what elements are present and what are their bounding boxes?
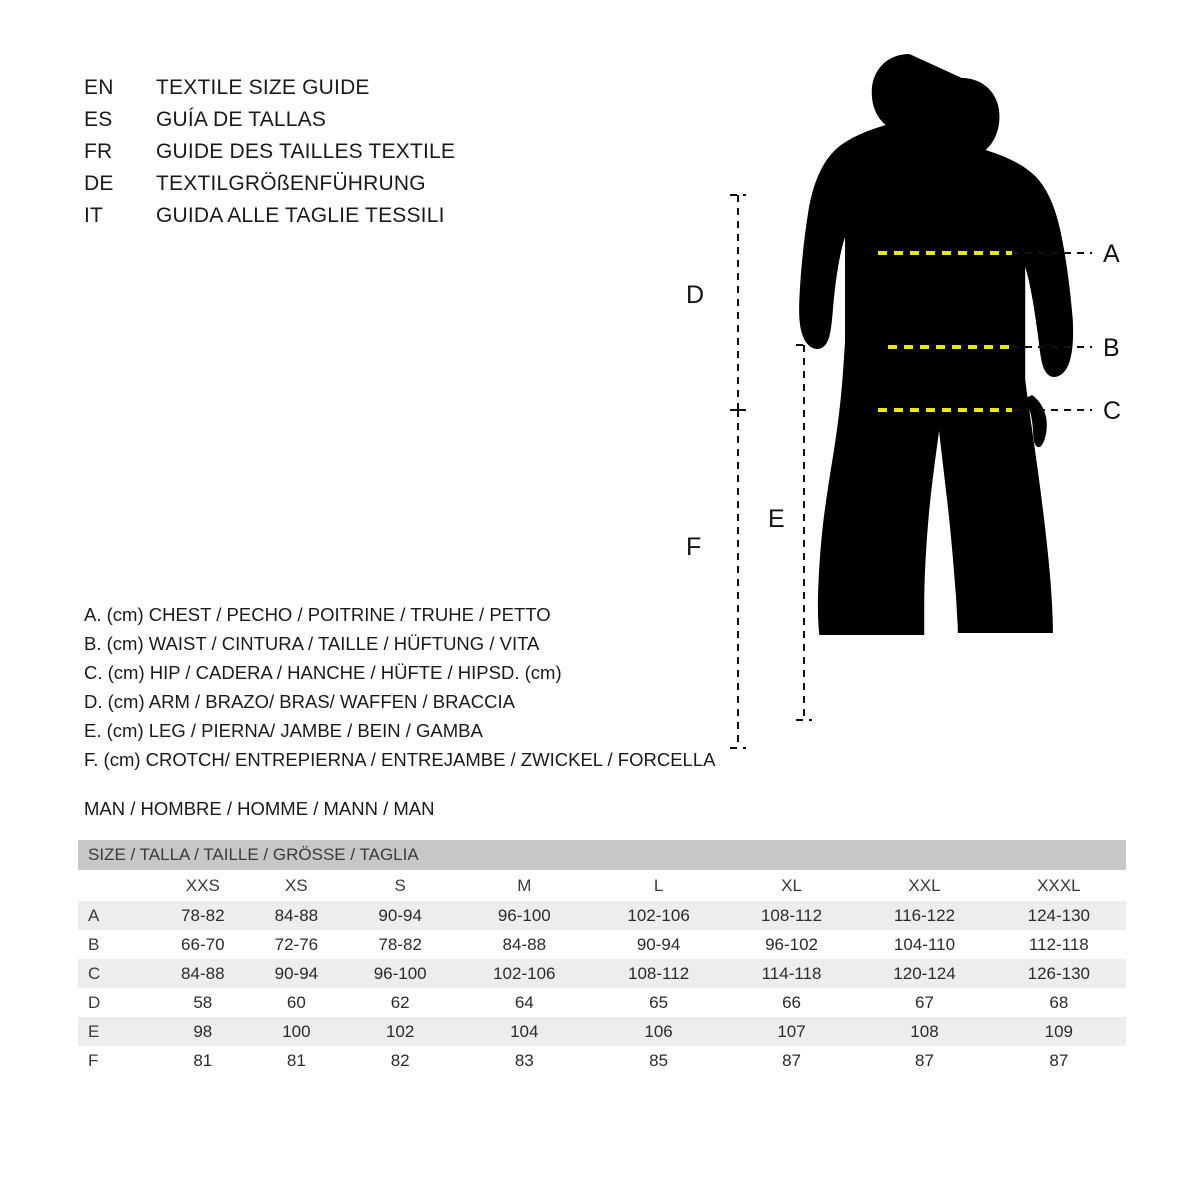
cell-f-xxl: 87: [857, 1046, 991, 1075]
cell-d-l: 65: [591, 988, 725, 1017]
col-head-s: S: [343, 870, 457, 901]
cell-d-xxs: 58: [156, 988, 250, 1017]
cell-e-xxs: 98: [156, 1017, 250, 1046]
marker-label-d: D: [686, 281, 705, 309]
marker-label-a: A: [1103, 240, 1120, 268]
cell-b-xxl: 104-110: [857, 930, 991, 959]
title-lang-it: IT: [84, 204, 104, 227]
title-text-de: TEXTILGRÖßENFÜHRUNG: [156, 172, 426, 195]
cell-a-xxs: 78-82: [156, 901, 250, 930]
title-block: [84, 76, 604, 236]
cell-f-xxs: 81: [156, 1046, 250, 1075]
cell-f-l: 85: [591, 1046, 725, 1075]
cell-c-l: 108-112: [591, 959, 725, 988]
bracket-d: [730, 195, 746, 410]
cell-e-xl: 107: [726, 1017, 858, 1046]
col-head-blank: [78, 870, 156, 901]
cell-d-m: 64: [457, 988, 591, 1017]
col-head-xl: XL: [726, 870, 858, 901]
legend-line-d: D. (cm) ARM / BRAZO/ BRAS/ WAFFEN / BRACCIA: [84, 691, 516, 712]
legend-block: [84, 600, 764, 774]
cell-c-xl: 114-118: [726, 959, 858, 988]
title-lang-fr: FR: [84, 140, 113, 163]
col-head-xxs: XXS: [156, 870, 250, 901]
row-label-e: E: [78, 1017, 156, 1046]
cell-f-xl: 87: [726, 1046, 858, 1075]
table-header-row: [78, 840, 1126, 870]
cell-d-xl: 66: [726, 988, 858, 1017]
col-head-l: L: [591, 870, 725, 901]
title-text-es: GUÍA DE TALLAS: [156, 108, 327, 131]
title-lang-es: ES: [84, 108, 113, 131]
table-row: [78, 901, 1126, 930]
title-row: [84, 204, 604, 236]
cell-b-s: 78-82: [343, 930, 457, 959]
legend-line-f: F. (cm) CROTCH/ ENTREPIERNA / ENTREJAMBE / ZWICKEL / FORCELLA: [84, 749, 716, 770]
col-head-m: M: [457, 870, 591, 901]
marker-label-e: E: [768, 505, 785, 533]
title-row: [84, 108, 604, 140]
size-table: [78, 840, 1126, 1075]
cell-a-xxxl: 124-130: [992, 901, 1126, 930]
col-head-xs: XS: [250, 870, 344, 901]
title-text-en: TEXTILE SIZE GUIDE: [156, 76, 370, 99]
table-row: [78, 930, 1126, 959]
title-text-fr: GUIDE DES TAILLES TEXTILE: [156, 140, 456, 163]
cell-a-l: 102-106: [591, 901, 725, 930]
man-silhouette-icon: [799, 54, 1073, 635]
cell-b-l: 90-94: [591, 930, 725, 959]
row-label-d: D: [78, 988, 156, 1017]
cell-f-xs: 81: [250, 1046, 344, 1075]
cell-e-m: 104: [457, 1017, 591, 1046]
row-label-b: B: [78, 930, 156, 959]
cell-c-xxl: 120-124: [857, 959, 991, 988]
cell-d-s: 62: [343, 988, 457, 1017]
cell-a-xs: 84-88: [250, 901, 344, 930]
row-label-f: F: [78, 1046, 156, 1075]
title-lang-en: EN: [84, 76, 114, 99]
cell-f-s: 82: [343, 1046, 457, 1075]
cell-a-xl: 108-112: [726, 901, 858, 930]
cell-c-m: 102-106: [457, 959, 591, 988]
table-row: [78, 988, 1126, 1017]
cell-b-xl: 96-102: [726, 930, 858, 959]
legend-line-e: E. (cm) LEG / PIERNA/ JAMBE / BEIN / GAMBA: [84, 720, 483, 741]
cell-e-l: 106: [591, 1017, 725, 1046]
cell-a-s: 90-94: [343, 901, 457, 930]
col-head-xxl: XXL: [857, 870, 991, 901]
marker-label-b: B: [1103, 334, 1120, 362]
legend-line-a: A. (cm) CHEST / PECHO / POITRINE / TRUHE / PETTO: [84, 604, 551, 625]
col-head-xxxl: XXXL: [992, 870, 1126, 901]
cell-c-s: 96-100: [343, 959, 457, 988]
title-text-it: GUIDA ALLE TAGLIE TESSILI: [156, 204, 445, 227]
row-label-c: C: [78, 959, 156, 988]
gender-note: MAN / HOMBRE / HOMME / MANN / MAN: [84, 798, 435, 819]
cell-d-xxl: 67: [857, 988, 991, 1017]
title-row: [84, 76, 604, 108]
table-row: [78, 959, 1126, 988]
cell-d-xs: 60: [250, 988, 344, 1017]
table-column-row: [78, 870, 1126, 901]
legend-line-b: B. (cm) WAIST / CINTURA / TAILLE / HÜFTUNG / VITA: [84, 633, 540, 654]
cell-e-xxxl: 109: [992, 1017, 1126, 1046]
cell-e-s: 102: [343, 1017, 457, 1046]
title-row: [84, 140, 604, 172]
cell-f-m: 83: [457, 1046, 591, 1075]
row-label-a: A: [78, 901, 156, 930]
cell-b-m: 84-88: [457, 930, 591, 959]
cell-a-xxl: 116-122: [857, 901, 991, 930]
cell-e-xxl: 108: [857, 1017, 991, 1046]
table-row: [78, 1046, 1126, 1075]
marker-label-f: F: [686, 533, 702, 561]
title-row: [84, 172, 604, 204]
cell-b-xxs: 66-70: [156, 930, 250, 959]
cell-e-xs: 100: [250, 1017, 344, 1046]
title-lang-de: DE: [84, 172, 114, 195]
cell-c-xxs: 84-88: [156, 959, 250, 988]
cell-c-xs: 90-94: [250, 959, 344, 988]
cell-a-m: 96-100: [457, 901, 591, 930]
bracket-e: [796, 345, 812, 720]
table-header-title: SIZE / TALLA / TAILLE / GRÖSSE / TAGLIA: [78, 840, 1126, 870]
cell-f-xxxl: 87: [992, 1046, 1126, 1075]
cell-c-xxxl: 126-130: [992, 959, 1126, 988]
cell-d-xxxl: 68: [992, 988, 1126, 1017]
cell-b-xxxl: 112-118: [992, 930, 1126, 959]
marker-label-c: C: [1103, 397, 1122, 425]
cell-b-xs: 72-76: [250, 930, 344, 959]
legend-line-c: C. (cm) HIP / CADERA / HANCHE / HÜFTE / HIPSD. (cm): [84, 662, 562, 683]
table-row: [78, 1017, 1126, 1046]
